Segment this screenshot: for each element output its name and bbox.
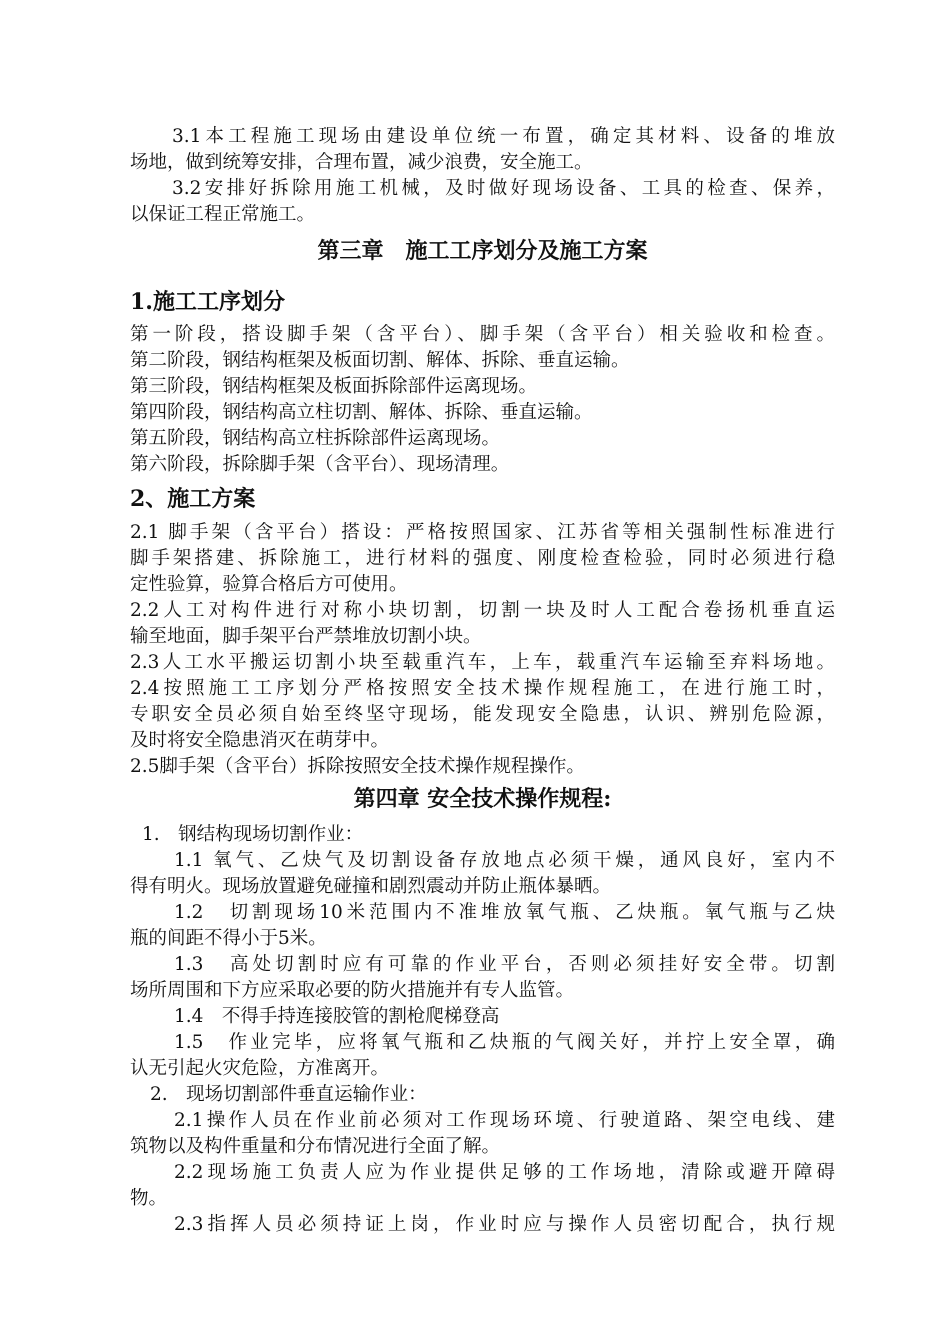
plan-line-1: 2.1 脚手架（含平台）搭设：严格按照国家、江苏省等相关强制性标准进行 — [130, 522, 835, 543]
item-2-1-line-2: 筑物以及构件重量和分布情况进行全面了解。 — [130, 1136, 501, 1157]
plan-line-6: 2.3人工水平搬运切割小块至载重汽车，上车，载重汽车运输至弃料场地。 — [130, 652, 835, 673]
stage-4: 第四阶段，钢结构高立柱切割、解体、拆除、垂直运输。 — [130, 402, 593, 423]
plan-line-10: 2.5脚手架（含平台）拆除按照安全技术操作规程操作。 — [130, 756, 585, 777]
plan-line-2: 脚手架搭建、拆除施工，进行材料的强度、刚度检查检验，同时必须进行稳 — [130, 548, 835, 569]
item-2-heading: 2. 现场切割部件垂直运输作业： — [150, 1084, 427, 1105]
item-1-5-line-2: 认无引起火灾危险，方准离开。 — [130, 1058, 390, 1079]
plan-line-7: 2.4按照施工工序划分严格按照安全技术操作规程施工，在进行施工时， — [130, 678, 835, 699]
item-1-1-line-1: 1.1 氧气、乙炔气及切割设备存放地点必须干燥，通风良好，室内不 — [174, 850, 835, 871]
item-1-3-line-2: 场所周围和下方应采取必要的防火措施并有专人监管。 — [130, 980, 575, 1001]
stage-2: 第二阶段，钢结构框架及板面切割、解体、拆除、垂直运输。 — [130, 350, 630, 371]
paragraph-3-1-line-1: 3.1本工程施工现场由建设单位统一布置，确定其材料、设备的堆放 — [172, 126, 835, 147]
paragraph-3-2-line-1: 3.2安排好拆除用施工机械，及时做好现场设备、工具的检查、保养， — [172, 178, 835, 199]
item-1-2-line-2: 瓶的间距不得小于5米。 — [130, 928, 327, 949]
stage-3: 第三阶段，钢结构框架及板面拆除部件运离现场。 — [130, 376, 538, 397]
paragraph-3-2-line-2: 以保证工程正常施工。 — [130, 204, 316, 225]
plan-line-9: 及时将安全隐患消灭在萌芽中。 — [130, 730, 390, 751]
stage-6: 第六阶段，拆除脚手架（含平台）、现场清理。 — [130, 454, 510, 475]
item-1-3-line-1: 1.3 高处切割时应有可靠的作业平台，否则必须挂好安全带。切割 — [174, 954, 835, 975]
plan-line-3: 定性验算，验算合格后方可使用。 — [130, 574, 408, 595]
chapter-3-title: 第三章 施工工序划分及施工方案 — [317, 238, 648, 264]
paragraph-3-1-line-2: 场地，做到统筹安排，合理布置，减少浪费，安全施工。 — [130, 152, 593, 173]
plan-line-5: 输至地面，脚手架平台严禁堆放切割小块。 — [130, 626, 482, 647]
item-2-2-line-2: 物。 — [130, 1188, 168, 1209]
item-1-heading: 1. 钢结构现场切割作业： — [142, 824, 364, 845]
section-1-title: 1.施工工序划分 — [130, 289, 285, 315]
item-2-1-line-1: 2.1操作人员在作业前必须对工作现场环境、行驶道路、架空电线、建 — [174, 1110, 835, 1131]
plan-line-8: 专职安全员必须自始至终坚守现场，能发现安全隐患，认识、辨别危险源， — [130, 704, 835, 725]
stage-5: 第五阶段，钢结构高立柱拆除部件运离现场。 — [130, 428, 501, 449]
item-2-3-line-1: 2.3指挥人员必须持证上岗，作业时应与操作人员密切配合，执行规 — [174, 1214, 835, 1235]
item-1-5-line-1: 1.5 作业完毕，应将氧气瓶和乙炔瓶的气阀关好，并拧上安全罩，确 — [174, 1032, 835, 1053]
item-1-4: 1.4 不得手持连接胶管的割枪爬梯登高 — [174, 1006, 500, 1027]
item-1-2-line-1: 1.2 切割现场10米范围内不准堆放氧气瓶、乙炔瓶。氧气瓶与乙炔 — [174, 902, 835, 923]
item-2-2-line-1: 2.2现场施工负责人应为作业提供足够的工作场地，清除或避开障碍 — [174, 1162, 835, 1183]
section-2-title: 2、施工方案 — [130, 486, 256, 512]
chapter-4-title: 第四章 安全技术操作规程: — [353, 786, 612, 812]
item-1-1-line-2: 得有明火。现场放置避免碰撞和剧烈震动并防止瓶体暴晒。 — [130, 876, 612, 897]
plan-line-4: 2.2人工对构件进行对称小块切割，切割一块及时人工配合卷扬机垂直运 — [130, 600, 835, 621]
stage-1: 第一阶段，搭设脚手架（含平台）、脚手架（含平台）相关验收和检查。 — [130, 324, 835, 345]
